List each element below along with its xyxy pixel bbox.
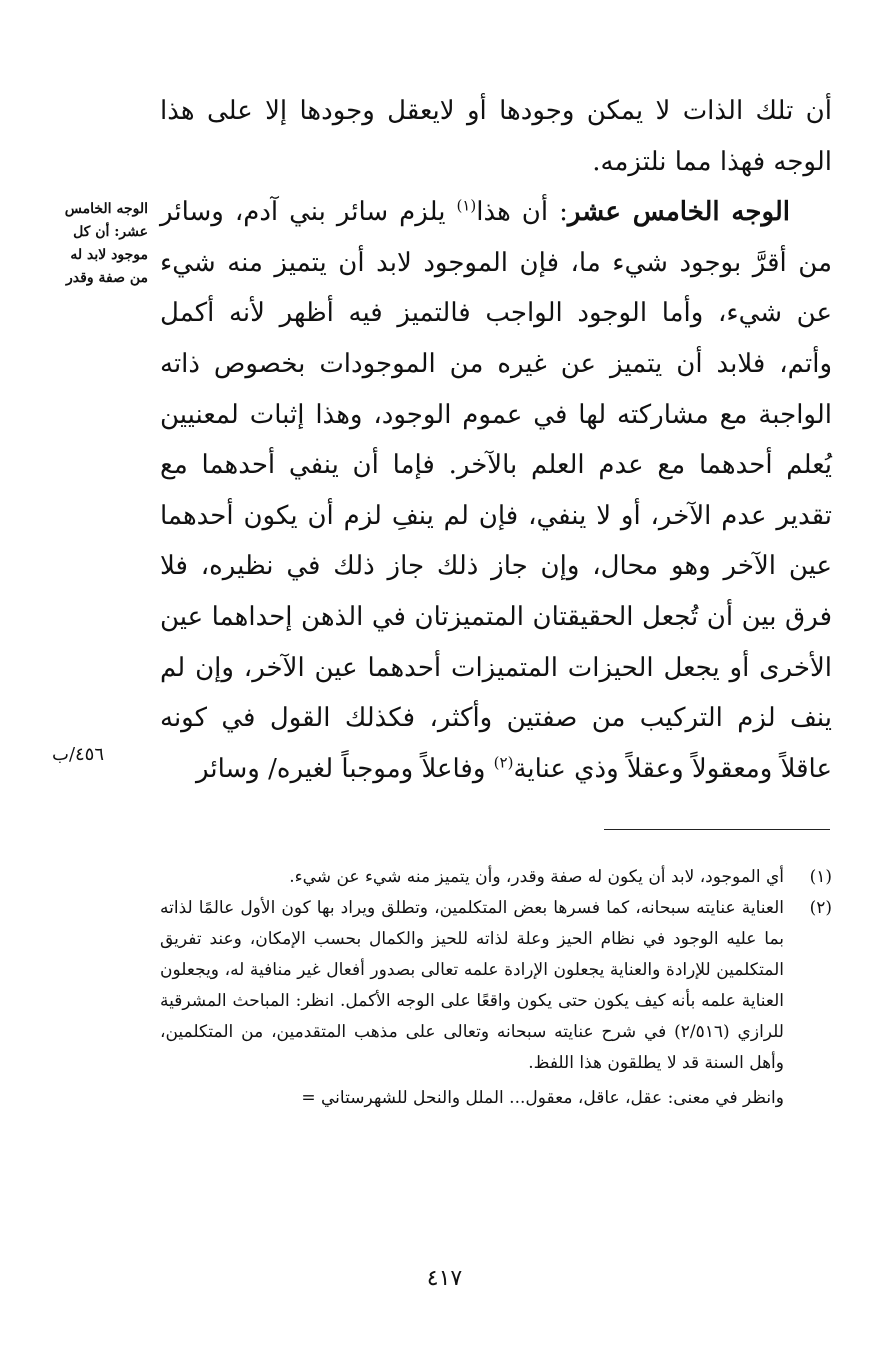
paragraph-2-text-part-3: وفاعلاً وموجباً لغيره/ وسائر	[196, 753, 494, 784]
footnote-ref-1: (١)	[456, 196, 477, 215]
paragraph-1	[160, 86, 832, 187]
paragraph-2	[160, 187, 832, 794]
paragraph-2-text-part-2: يلزم سائر بني آدم، وسائر من أقرَّ بوجود شيء ما، فإن الموجود لابد أن يتميز منه شيء عن شيء، وأما الوجود الواجب فالتميز فيه أظهر لأنه أكمل وأتم، فلابد أن يتميز عن غيره من الموجودات بخصوص ذاته الواجبة مع مشاركته لها في عموم الوجود، وهذا إثبات لمعنيين يُعلم أحدهما مع عدم العلم بالآخر. فإما أن ينفي أحدهما مع تقدير عدم الآخر، أو لا ينفي، فإن لم ينفِ لزم أن يكون أحدهما عين الآخر وهو محال، وإن جاز ذلك جاز ذلك في نظيره، فلا فرق بين أن تُجعل الحقيقتان المتميزتان في الذهن إحداهما عين الأخرى أو يجعل الحيزات المتميزات أحدهما عين الآخر، وإن لم ينف لزم التركيب من صفتين وأكثر، فكذلك القول في كونه عاقلاً ومعقولاً وعقلاً وذي عناية	[160, 197, 832, 784]
footnote-1-text: أي الموجود، لابد أن يكون له صفة وقدر، وأن يتميز منه شيء عن شيء.	[289, 867, 784, 887]
section-heading: الوجه الخامس عشر	[567, 197, 791, 228]
footnote-2-number: (٢)	[809, 898, 832, 918]
main-text	[160, 86, 832, 794]
footnote-2-continuation: وانظر في معنى: عقل، عاقل، معقول... الملل والنحل للشهرستاني =	[301, 1088, 784, 1108]
heading-separator: :	[548, 197, 568, 228]
manuscript-page-marker: ٤٥٦/ب	[52, 744, 105, 765]
footnote-1-number: (١)	[809, 867, 832, 887]
paragraph-1-text: أن تلك الذات لا يمكن وجودها أو لايعقل وجودها إلا على هذا الوجه فهذا مما نلتزمه.	[160, 96, 832, 177]
footnote-2-text: العناية عنايته سبحانه، كما فسرها بعض المتكلمين، وتطلق ويراد بها كون الأول عالمًا لذاته بما عليه الوجود في نظام الحيز وعلة لذاته للحيز والكمال بحسب الإمكان، وعند تفريق المتكلمين للإرادة والعناية يجعلون الإرادة علمه تعالى بصدور أفعال غير منافية له، ويجعلون العناية علمه بأنه كيف يكون حتى يكون واقعًا على الوجه الأكمل. انظر: المباحث المشرقية للرازي (٢/٥١٦) في شرح عنايته سبحانه وتعالى على مذهب المتقدمين، من المتكلمين، وأهل السنة قد لا يطلقون هذا اللفظ.	[160, 898, 784, 1073]
paragraph-2-text-part-1: أن هذا	[476, 197, 549, 228]
footnote-ref-2: (٢)	[493, 753, 514, 772]
footnote-2	[160, 893, 832, 1079]
footnote-divider	[604, 829, 830, 830]
page-number: ٤١٧	[426, 1266, 463, 1291]
footnote-1	[160, 862, 832, 893]
margin-note: الوجه الخامس عشر: أن كل موجود لابد له من صفة وقدر	[64, 201, 148, 286]
footnotes	[160, 862, 832, 1114]
